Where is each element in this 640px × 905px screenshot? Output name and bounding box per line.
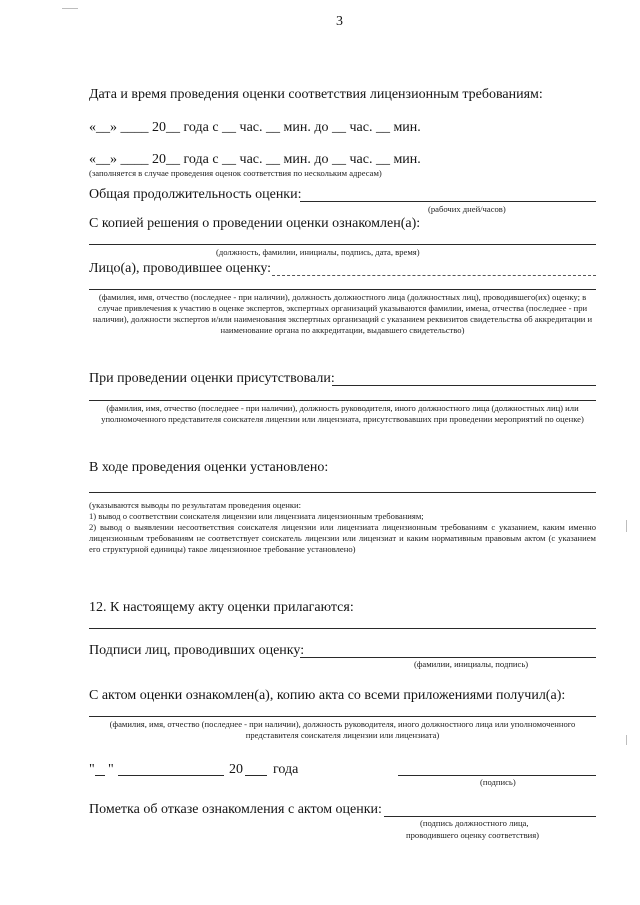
attachments-label: 12. К настоящему акту оценки прилагаются: [89,600,354,615]
signatures-hint: (фамилии, инициалы, подпись) [414,659,529,669]
date-year-prefix: 20 [229,762,243,777]
decision-copy-label: С копией решения о проведении оценки ознакомлен(а): [89,216,421,231]
present-field-line-2 [89,400,596,401]
findings-field-line [89,492,596,493]
assessors-label: Лицо(а), проводившее оценку: [89,261,272,276]
assessors-field-line-2 [89,289,596,290]
assessment-datetime-line-2: «__» ____ 20__ года с __ час. __ мин. до __ час. __ мин. [89,152,421,167]
date-day-line [95,775,105,776]
assessment-datetime-note: (заполняется в случае проведения оценок соответствия по нескольким адресам) [89,168,382,178]
acknowledgement-label: С актом оценки ознакомлен(а), копию акта со всеми приложениями получил(а): [89,688,566,703]
duration-label: Общая продолжительность оценки: [89,187,302,202]
refusal-field-line [384,816,596,817]
acknowledgement-field-line [89,716,596,717]
findings-hint-item-2: 2) вывод о выявлении несоответствия соискателя лицензии или лицензиата лицензионным требованиям с указанием, каким именно лицензионным требованиям не соответствует соискатель лицензии или лицензиат и каким нормативным правовым актом (с указанием его структурной единицы) такое лицензионное требование установлено) [89,522,596,554]
decision-copy-hint: (должность, фамилии, инициалы, подпись, дата, время) [216,247,420,257]
assessment-datetime-heading: Дата и время проведения оценки соответствия лицензионным требованиям: [89,87,543,102]
present-field-line [332,385,596,386]
date-year-line [245,775,267,776]
scan-mark-right [626,735,627,745]
decision-copy-field-line [89,244,596,245]
duration-field-line [300,201,596,202]
refusal-hint-line-2: проводившего оценку соответствия) [406,830,540,840]
refusal-hint-line-1: (подпись должностного лица, [420,818,529,828]
present-hint: (фамилия, имя, отчество (последнее - при наличии), должность руководителя, иного должностного лица (должностных лиц) или уполномоченного представителя соискателя лицензии или лицензиата, присутствовавших при проведении мероприятий по оценке) [101,403,584,424]
date-month-line [118,775,224,776]
assessment-datetime-line-1: «__» ____ 20__ года с __ час. __ мин. до __ час. __ мин. [89,120,421,135]
scan-mark-top [62,8,78,9]
date-quote-close: " [108,762,114,777]
scan-mark-right [626,520,627,532]
attachments-field-line [89,628,596,629]
date-signature-line [398,775,596,776]
present-label: При проведении оценки присутствовали: [89,371,335,386]
findings-hint-item-1: 1) вывод о соответствии соискателя лицензии или лицензиата лицензионным требованиям; [89,511,424,521]
date-signature-hint: (подпись) [480,777,516,787]
date-year-suffix: года [273,762,299,777]
date-quote-open: " [89,762,95,777]
signatures-label: Подписи лиц, проводивших оценку: [89,643,305,658]
refusal-label: Пометка об отказе ознакомления с актом оценки: [89,802,382,817]
findings-hint-title: (указываются выводы по результатам проведения оценки: [89,500,302,510]
page-number: 3 [336,14,343,29]
signatures-field-line [300,657,596,658]
assessors-hint: (фамилия, имя, отчество (последнее - при наличии), должность должностного лица (должностных лиц), проводившего(их) оценку; в случае привлечения к участию в оценке экспертов, экспертных организаций указываются фамилии, имена, отчества (последнее - при наличии), должности экспертов и/или наименования экспертных организаций с указанием реквизитов свидетельства об аккредитации и наименование органа по аккредитации, выдавшего свидетельство) [92,292,593,335]
assessors-field-line [272,275,596,276]
findings-label: В ходе проведения оценки установлено: [89,460,329,475]
acknowledgement-hint: (фамилия, имя, отчество (последнее - при наличии), должность руководителя, иного должностного лица или уполномоченного представителя соискателя лицензии или лицензиата) [109,719,576,740]
findings-hint [89,500,596,555]
duration-hint: (рабочих дней/часов) [428,204,506,214]
